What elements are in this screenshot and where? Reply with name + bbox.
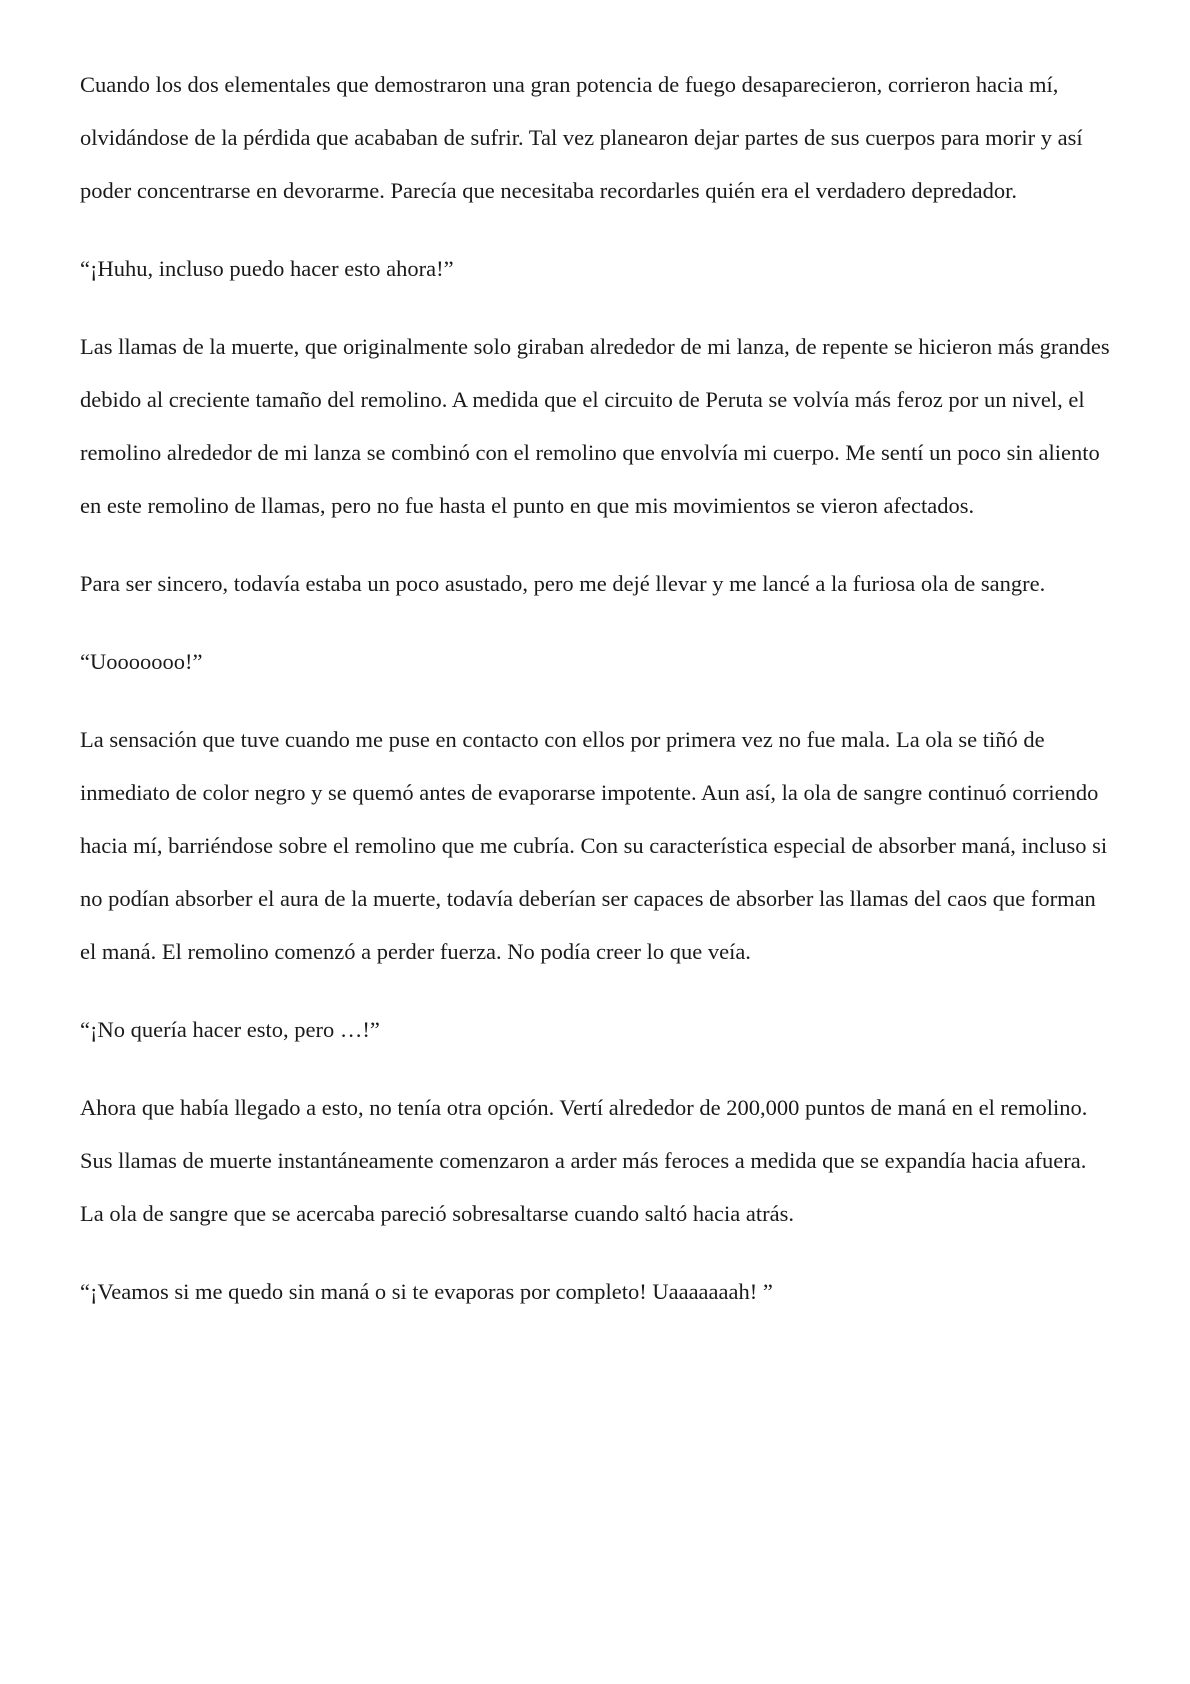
dialogue-line-1: “¡Huhu, incluso puedo hacer esto ahora!” [80, 256, 454, 281]
paragraph-5: Ahora que había llegado a esto, no tenía otra opción. Vertí alrededor de 200,000 puntos de maná en el remolino. Sus llamas de muerte instantáneamente comenzaron a arder más feroces a medida que se expandía hacia afuera. La ola de sangre que se acercaba pareció sobresaltarse cuando saltó hacia atrás. [80, 1095, 1088, 1226]
paragraph-3: Para ser sincero, todavía estaba un poco asustado, pero me dejé llevar y me lancé a la furiosa ola de sangre. [80, 571, 1046, 596]
dialogue-line-3: “¡No quería hacer esto, pero …!” [80, 1017, 380, 1042]
paragraph-2: Las llamas de la muerte, que originalmente solo giraban alrededor de mi lanza, de repente se hicieron más grandes debido al creciente tamaño del remolino. A medida que el circuito de Peruta se volvía más feroz por un nivel, el remolino alrededor de mi lanza se combinó con el remolino que envolvía mi cuerpo. Me sentí un poco sin aliento en este remolino de llamas, pero no fue hasta el punto en que mis movimientos se vieron afectados. [80, 334, 1110, 518]
paragraph-1: Cuando los dos elementales que demostraron una gran potencia de fuego desaparecieron, corrieron hacia mí, olvidándose de la pérdida que acababan de sufrir. Tal vez planearon dejar partes de sus cuerpos para morir y así poder concentrarse en devorarme. Parecía que necesitaba recordarles quién era el verdadero depredador. [80, 72, 1083, 203]
dialogue-line-2: “Uooooooo!” [80, 649, 203, 674]
dialogue-line-4: “¡Veamos si me quedo sin maná o si te evaporas por completo! Uaaaaaaah! ” [80, 1279, 773, 1304]
paragraph-4: La sensación que tuve cuando me puse en contacto con ellos por primera vez no fue mala. La ola se tiñó de inmediato de color negro y se quemó antes de evaporarse impotente. Aun así, la ola de sangre continuó corriendo hacia mí, barriéndose sobre el remolino que me cubría. Con su característica especial de absorber maná, incluso si no podían absorber el aura de la muerte, todavía deberían ser capaces de absorber las llamas del caos que forman el maná. El remolino comenzó a perder fuerza. No podía creer lo que veía. [80, 727, 1108, 964]
